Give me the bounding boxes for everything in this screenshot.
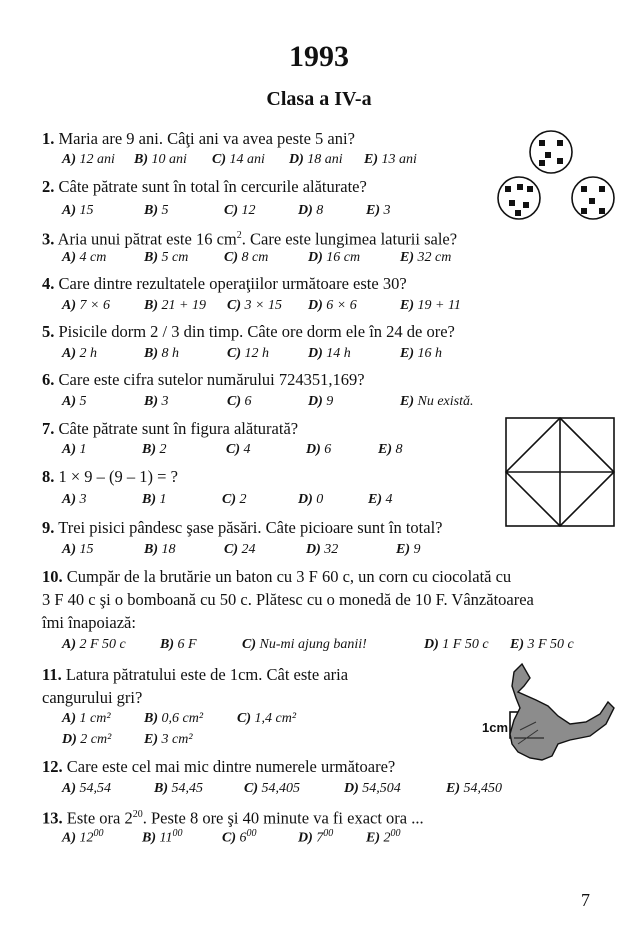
question-text: Trei pisici pândesc şase păsări. Câte picioare sunt în total? [58,518,443,537]
question-13 [42,804,424,830]
option-a: A) 1 [62,442,87,457]
option-e: E) 13 ani [364,152,417,167]
option-a: A) 12 ani [62,152,115,167]
question-11-line-2: cangurului gri? [42,688,143,707]
options-10 [62,637,622,657]
option-d: D) 18 ani [289,152,343,167]
option-e: E) 16 h [400,346,442,361]
question-6 [42,369,365,391]
option-b: B) 0,6 cm² [144,711,204,726]
option-d: D) 6 [306,442,332,457]
option-a: A) 7 × 6 [62,298,110,313]
square-diamond-figure [504,416,616,528]
options-9 [62,542,482,562]
question-10-line-3: îmi înapoiază: [42,613,136,632]
option-a: A) 5 [62,394,87,409]
option-c: C) 2 [222,492,247,507]
option-a: A) $12^{00}$ [62,828,104,846]
option-c: C) 54,405 [244,781,300,796]
option-c: C) 3 × 15 [227,298,282,313]
question-number: 3. [42,229,55,249]
option-e: E) 8 [378,442,403,457]
dice-circles-figure [495,128,620,224]
option-e: E) 3 [366,203,391,218]
question-text: Maria are 9 ani. Câţi ani va avea peste 5 ani? [58,129,355,148]
question-number: 5. [42,322,55,341]
option-c: C) Nu-mi ajung banii! [242,637,367,652]
question-text: Este ora 2 [66,808,133,828]
question-text-end: . Care este lungimea laturii sale? [241,229,458,249]
option-a: A) 15 [62,542,94,557]
options-3 [62,250,582,270]
question-text: Câte pătrate sunt în total în cercurile alăturate? [58,177,367,196]
option-e: E) 19 + 11 [400,298,461,313]
option-a: A) 2 F 50 c [62,637,126,652]
option-c: C) 1,4 cm² [237,711,297,726]
superscript: 2 [236,230,242,241]
question-9 [42,517,443,539]
options-13 [62,828,482,848]
option-d: D) 8 [298,203,324,218]
option-a: A) 1 cm² [62,711,111,726]
figure-label: 1cm [482,720,509,735]
question-number: 1. [42,129,55,148]
question-10-line-2: 3 F 40 c şi o bomboană cu 50 c. Plătesc cu o monedă de 10 F. Vânzătoarea [42,590,534,609]
question-number: 10. [42,567,63,586]
options-7 [62,442,482,462]
options-11-row-2 [62,732,362,752]
option-d: D) $7^{00}$ [298,828,334,846]
option-d: D) 54,504 [344,781,401,796]
option-b: B) 5 cm [144,250,189,265]
question-5 [42,321,455,343]
option-c: C) 24 [224,542,256,557]
question-12 [42,756,395,778]
option-b: B) $11^{00}$ [142,828,183,846]
options-1 [62,152,462,172]
option-d: D) 0 [298,492,324,507]
question-text: 1 × 9 – (9 – 1) = ? [58,467,178,486]
question-text: Care dintre rezultatele operaţiilor următoare este 30? [58,274,407,293]
option-c: C) 12 [224,203,256,218]
question-4 [42,273,407,295]
question-text: Latura pătratului este de 1cm. Cât este aria [65,665,349,684]
option-b: B) 1 [142,492,167,507]
option-b: B) 6 F [160,637,197,652]
question-text: Care este cifra sutelor numărului 724351,169? [58,370,365,389]
option-b: B) 3 [144,394,169,409]
option-b: B) 5 [144,203,169,218]
options-5 [62,346,582,366]
page-title: 1993 [289,40,349,73]
question-text: Cumpăr de la brutărie un baton cu 3 F 60 c, un corn cu ciocolată cu [66,567,512,586]
option-e: E) 9 [396,542,421,557]
option-d: D) 16 cm [308,250,361,265]
option-d: D) 9 [308,394,334,409]
option-c: C) 6 [227,394,252,409]
question-number: 2. [42,177,55,196]
option-e: E) 32 cm [400,250,452,265]
question-number: 6. [42,370,55,389]
option-b: B) 21 + 19 [144,298,206,313]
option-a: A) 54,54 [62,781,111,796]
option-b: B) 54,45 [154,781,203,796]
options-4 [62,298,582,318]
option-a: A) 3 [62,492,87,507]
option-d: D) 6 × 6 [308,298,357,313]
option-b: B) 2 [142,442,167,457]
question-1 [42,128,355,150]
question-2 [42,176,367,198]
page-number: 7 [581,890,590,910]
option-e: E) 54,450 [446,781,502,796]
question-text: Câte pătrate sunt în figura alăturată? [58,419,299,438]
option-b: B) 18 [144,542,176,557]
options-6 [62,394,582,414]
option-e: E) Nu există. [400,394,474,409]
question-number: 11. [42,665,62,684]
question-number: 9. [42,518,55,537]
option-a: A) 15 [62,203,94,218]
option-b: B) 10 ani [134,152,187,167]
question-text-end: . Peste 8 ore şi 40 minute va fi exact ora ... [142,808,424,828]
option-c: C) 8 cm [224,250,269,265]
superscript: 20 [132,809,143,820]
option-e: E) 3 F 50 c [510,637,574,652]
option-e: E) 3 cm² [144,732,193,747]
question-text: Pisicile dorm 2 / 3 din timp. Câte ore dorm ele în 24 de ore? [58,322,455,341]
option-d: D) 14 h [308,346,351,361]
question-number: 7. [42,419,55,438]
question-number: 8. [42,467,55,486]
option-c: C) 4 [226,442,251,457]
question-10 [42,566,511,588]
question-3 [42,225,457,251]
option-d: D) 1 F 50 c [424,637,489,652]
option-d: D) 2 cm² [62,732,112,747]
options-12 [62,781,622,801]
option-a: A) 2 h [62,346,97,361]
question-8 [42,466,178,488]
question-number: 4. [42,274,55,293]
options-2 [62,203,462,223]
option-b: B) 8 h [144,346,179,361]
option-d: D) 32 [306,542,339,557]
options-11-row-1 [62,711,362,731]
option-c: C) 14 ani [212,152,265,167]
option-c: C) $6^{00}$ [222,828,257,846]
option-e: E) 4 [368,492,393,507]
question-11 [42,664,348,686]
page-subtitle: Clasa a IV-a [266,88,372,110]
question-number: 12. [42,757,63,776]
question-number: 13. [42,808,63,828]
question-text: Aria unui pătrat este 16 cm [57,229,237,249]
option-c: C) 12 h [227,346,269,361]
question-text: Care este cel mai mic dintre numerele următoare? [66,757,396,776]
question-7 [42,418,298,440]
option-a: A) 4 cm [62,250,107,265]
kangaroo-figure [474,660,624,765]
options-8 [62,492,482,512]
option-e: E) $2^{00}$ [366,828,401,846]
